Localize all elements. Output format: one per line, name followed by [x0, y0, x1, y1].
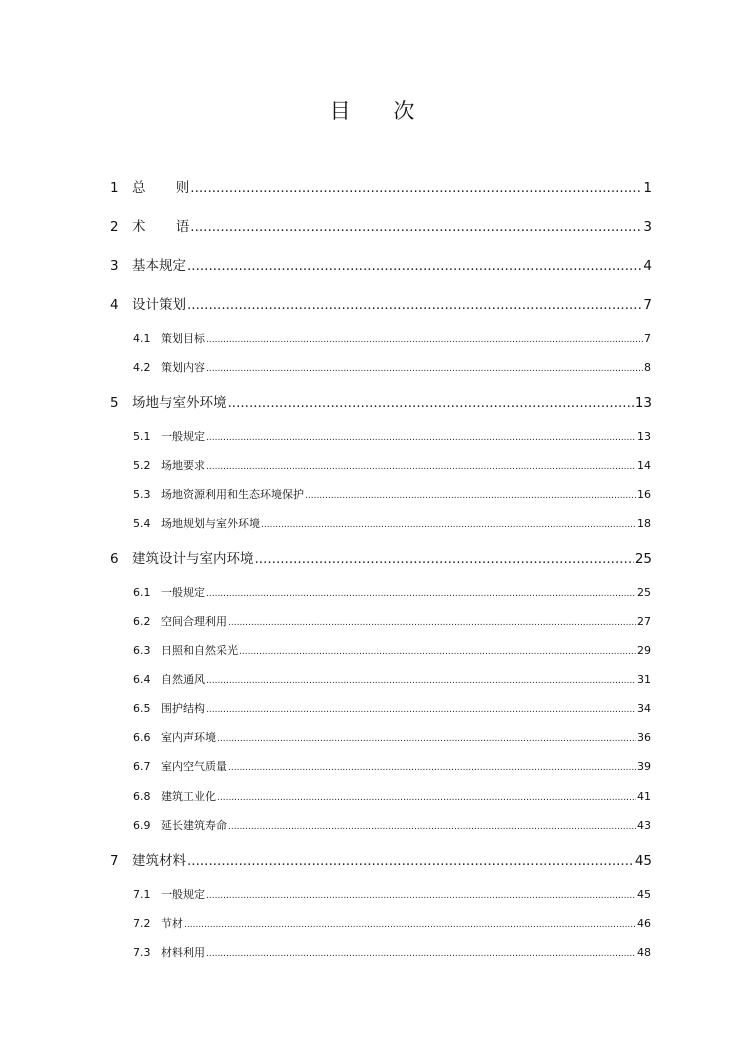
toc-entry-page-number: 25: [634, 551, 652, 567]
toc-entry-title: 一般规定: [161, 430, 205, 443]
toc-dot-leader: [206, 945, 636, 962]
toc-entry-number: 6: [110, 551, 119, 567]
toc-entry-number: 6.5: [133, 702, 151, 715]
toc-chapter-entry[interactable]: [0, 295, 744, 315]
toc-entry-page-number: 45: [634, 853, 652, 869]
toc-section-entry[interactable]: [0, 429, 744, 445]
toc-dot-leader: [206, 331, 643, 348]
toc-entry-page-number: 41: [637, 790, 651, 803]
toc-section-entry[interactable]: [0, 818, 744, 834]
toc-dot-leader: [239, 643, 636, 660]
toc-dot-leader: [228, 393, 634, 413]
toc-entry-number: 6.8: [133, 790, 151, 803]
toc-dot-leader: [228, 818, 636, 835]
toc-dot-leader: [187, 295, 642, 315]
toc-section-entry[interactable]: [0, 331, 744, 347]
toc-entry-page-number: 43: [637, 819, 651, 832]
toc-section-entry[interactable]: [0, 614, 744, 630]
toc-dot-leader: [206, 585, 636, 602]
toc-entry-page-number: 27: [637, 615, 651, 628]
toc-entry-title: 一般规定: [161, 888, 205, 901]
toc-entry-number: 6.1: [133, 586, 151, 599]
toc-section-entry[interactable]: [0, 585, 744, 601]
toc-entry-number: 4.2: [133, 361, 151, 374]
toc-entry-page-number: 36: [637, 731, 651, 744]
toc-entry-title: 总 则: [132, 180, 203, 196]
toc-dot-leader: [228, 759, 636, 776]
toc-dot-leader: [184, 916, 636, 933]
toc-entry-title: 日照和自然采光: [161, 644, 238, 657]
toc-dot-leader: [261, 516, 636, 533]
toc-chapter-entry[interactable]: [0, 549, 744, 569]
toc-entry-number: 6.9: [133, 819, 151, 832]
toc-entry-number: 6.6: [133, 731, 151, 744]
toc-entry-title: 材料利用: [161, 946, 205, 959]
toc-section-entry[interactable]: [0, 360, 744, 376]
page-title: 目 次: [329, 99, 433, 123]
toc-entry-number: 6.4: [133, 673, 151, 686]
toc-entry-title: 场地规划与室外环境: [161, 517, 260, 530]
toc-dot-leader: [255, 549, 634, 569]
toc-entry-page-number: 46: [637, 917, 651, 930]
toc-section-entry[interactable]: [0, 789, 744, 805]
toc-entry-title: 空间合理利用: [161, 615, 227, 628]
toc-dot-leader: [217, 730, 636, 747]
toc-entry-page-number: 1: [643, 180, 652, 196]
toc-entry-number: 7.2: [133, 917, 151, 930]
toc-entry-title: 场地与室外环境: [132, 395, 227, 411]
toc-entry-number: 2: [110, 219, 119, 235]
toc-section-entry[interactable]: [0, 759, 744, 775]
toc-entry-page-number: 13: [637, 430, 651, 443]
toc-entry-title: 围护结构: [161, 702, 205, 715]
toc-entry-number: 7: [110, 853, 119, 869]
toc-section-entry[interactable]: [0, 701, 744, 717]
toc-entry-page-number: 31: [637, 673, 651, 686]
toc-entry-number: 6.3: [133, 644, 151, 657]
toc-entry-title: 室内空气质量: [161, 760, 227, 773]
toc-entry-number: 4: [110, 297, 119, 313]
toc-entry-title: 术 语: [132, 219, 203, 235]
toc-section-entry[interactable]: [0, 672, 744, 688]
toc-chapter-entry[interactable]: [0, 217, 744, 237]
toc-entry-title: 节材: [161, 917, 183, 930]
toc-entry-title: 基本规定: [132, 258, 186, 274]
toc-entry-page-number: 7: [643, 297, 652, 313]
toc-dot-leader: [217, 789, 636, 806]
toc-dot-leader: [206, 672, 636, 689]
toc-dot-leader: [190, 217, 642, 237]
toc-entry-number: 5.2: [133, 459, 151, 472]
toc-entry-title: 场地要求: [161, 459, 205, 472]
toc-entry-number: 6.2: [133, 615, 151, 628]
toc-entry-page-number: 25: [637, 586, 651, 599]
toc-dot-leader: [228, 614, 636, 631]
toc-chapter-entry[interactable]: [0, 393, 744, 413]
toc-entry-page-number: 4: [643, 258, 652, 274]
toc-entry-number: 5.4: [133, 517, 151, 530]
toc-section-entry[interactable]: [0, 516, 744, 532]
toc-dot-leader: [206, 360, 643, 377]
toc-entry-page-number: 16: [637, 488, 651, 501]
toc-entry-title: 室内声环境: [161, 731, 216, 744]
toc-entry-page-number: 18: [637, 517, 651, 530]
toc-section-entry[interactable]: [0, 916, 744, 932]
toc-entry-title: 建筑工业化: [161, 790, 216, 803]
toc-dot-leader: [190, 178, 642, 198]
toc-dot-leader: [206, 887, 636, 904]
toc-section-entry[interactable]: [0, 887, 744, 903]
toc-entry-number: 5.1: [133, 430, 151, 443]
toc-dot-leader: [206, 701, 636, 718]
toc-section-entry[interactable]: [0, 945, 744, 961]
toc-dot-leader: [187, 256, 642, 276]
toc-entry-number: 3: [110, 258, 119, 274]
toc-entry-title: 设计策划: [132, 297, 186, 313]
toc-entry-page-number: 14: [637, 459, 651, 472]
toc-entry-title: 建筑材料: [132, 853, 186, 869]
toc-chapter-entry[interactable]: [0, 178, 744, 198]
toc-entry-number: 5: [110, 395, 119, 411]
toc-entry-number: 1: [110, 180, 119, 196]
toc-entry-number: 7.1: [133, 888, 151, 901]
toc-entry-page-number: 45: [637, 888, 651, 901]
toc-entry-page-number: 29: [637, 644, 651, 657]
toc-entry-page-number: 3: [643, 219, 652, 235]
toc-entry-number: 4.1: [133, 332, 151, 345]
toc-section-entry[interactable]: [0, 643, 744, 659]
toc-entry-page-number: 13: [634, 395, 652, 411]
toc-entry-title: 策划目标: [161, 332, 205, 345]
toc-section-entry[interactable]: [0, 487, 744, 503]
toc-entry-number: 7.3: [133, 946, 151, 959]
toc-dot-leader: [305, 487, 636, 504]
toc-entry-page-number: 48: [637, 946, 651, 959]
toc-entry-title: 延长建筑寿命: [161, 819, 227, 832]
toc-dot-leader: [187, 851, 634, 871]
toc-entry-page-number: 39: [637, 760, 651, 773]
toc-entry-page-number: 7: [644, 332, 651, 345]
toc-entry-page-number: 8: [644, 361, 651, 374]
toc-dot-leader: [206, 429, 636, 446]
toc-entry-title: 策划内容: [161, 361, 205, 374]
toc-entry-title: 场地资源利用和生态环境保护: [161, 488, 304, 501]
toc-chapter-entry[interactable]: [0, 851, 744, 871]
toc-chapter-entry[interactable]: [0, 256, 744, 276]
toc-entry-page-number: 34: [637, 702, 651, 715]
toc-section-entry[interactable]: [0, 458, 744, 474]
toc-dot-leader: [206, 458, 636, 475]
toc-entry-title: 建筑设计与室内环境: [132, 551, 254, 567]
toc-entry-number: 6.7: [133, 760, 151, 773]
toc-entry-title: 自然通风: [161, 673, 205, 686]
toc-section-entry[interactable]: [0, 730, 744, 746]
toc-entry-title: 一般规定: [161, 586, 205, 599]
toc-entry-number: 5.3: [133, 488, 151, 501]
